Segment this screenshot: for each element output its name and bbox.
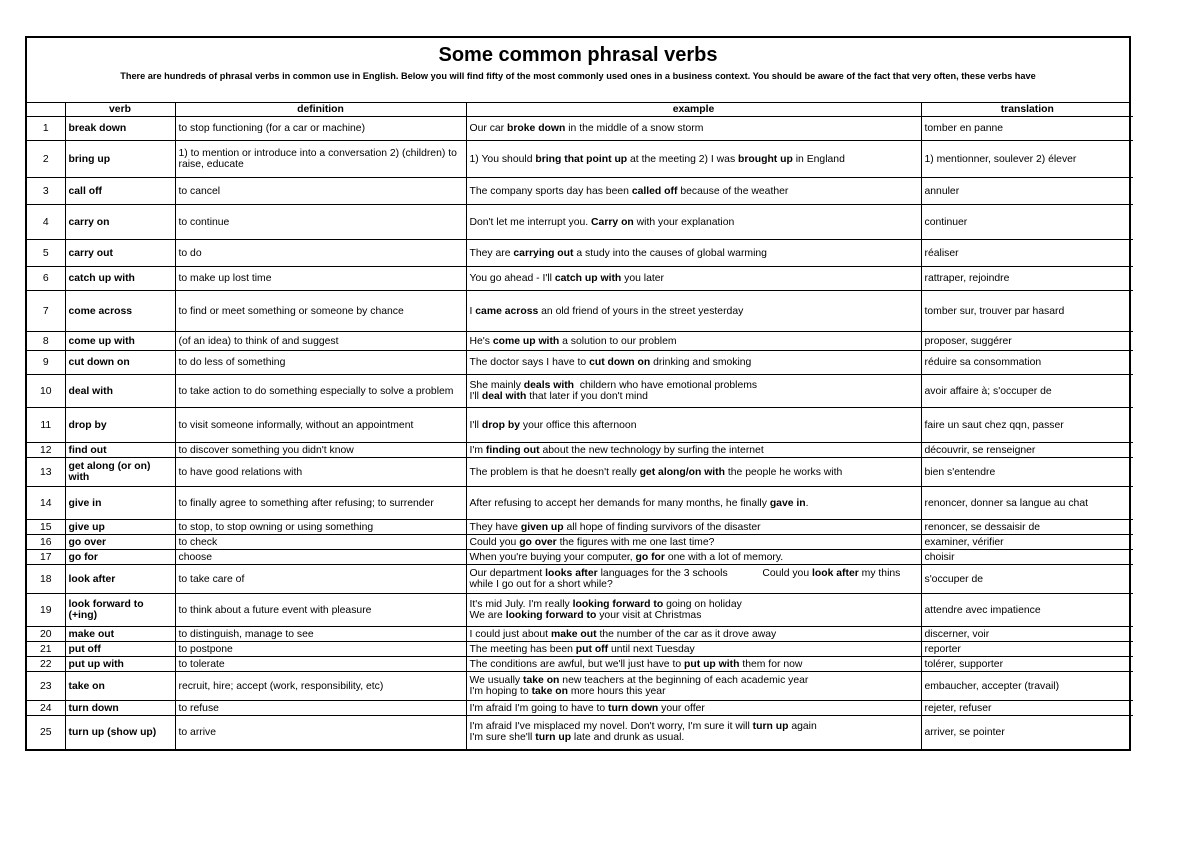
translation-cell: choisir <box>921 550 1133 565</box>
example-line: She mainly deals with childern who have emotional problems <box>469 380 758 391</box>
table-row <box>27 657 1133 672</box>
phrasal-verb: give in <box>65 487 175 520</box>
example-cell <box>466 240 921 267</box>
translation-cell: s'occuper de <box>921 565 1133 594</box>
table-row <box>27 267 1133 291</box>
row-number: 12 <box>27 443 65 458</box>
definition-cell: to discover something you didn't know <box>175 443 466 458</box>
row-number: 20 <box>27 627 65 642</box>
page-title: Some common phrasal verbs <box>438 44 718 66</box>
row-number: 13 <box>27 458 65 487</box>
example-cell <box>466 408 921 443</box>
definition-cell: to distinguish, manage to see <box>175 627 466 642</box>
translation-cell: attendre avec impatience <box>921 594 1133 627</box>
example-line: I came across an old friend of yours in the street yesterday <box>469 305 744 317</box>
row-number: 11 <box>27 408 65 443</box>
table-body <box>27 117 1133 749</box>
translation-cell: bien s'entendre <box>921 458 1133 487</box>
number-column-header <box>27 103 65 117</box>
phrasal-verb: call off <box>65 178 175 205</box>
table-row <box>27 141 1133 178</box>
phrasal-verb: turn down <box>65 701 175 716</box>
translation-cell: continuer <box>921 205 1133 240</box>
row-number: 24 <box>27 701 65 716</box>
phrasal-verb: drop by <box>65 408 175 443</box>
translation-column-header: translation <box>921 103 1133 117</box>
example-cell <box>466 701 921 716</box>
table-row <box>27 487 1133 520</box>
definition-cell: to make up lost time <box>175 267 466 291</box>
definition-cell: recruit, hire; accept (work, responsibility, etc) <box>175 672 466 701</box>
definition-cell: to check <box>175 535 466 550</box>
phrasal-verbs-table <box>27 103 1133 749</box>
example-line: I'm afraid I'm going to have to turn down your offer <box>469 702 705 714</box>
translation-cell: arriver, se pointer <box>921 716 1133 749</box>
example-line: You go ahead - I'll catch up with you later <box>469 273 665 284</box>
example-cell <box>466 594 921 627</box>
translation-cell: embaucher, accepter (travail) <box>921 672 1133 701</box>
definition-cell: to take care of <box>175 565 466 594</box>
row-number: 5 <box>27 240 65 267</box>
example-line: After refusing to accept her demands for many months, he finally gave in. <box>469 497 809 509</box>
example-cell <box>466 716 921 749</box>
translation-cell: avoir affaire à; s'occuper de <box>921 375 1133 408</box>
row-number: 16 <box>27 535 65 550</box>
example-line: I'm afraid I've misplaced my novel. Don't worry, I'm sure it will turn up again <box>469 721 817 733</box>
translation-cell: reporter <box>921 642 1133 657</box>
translation-cell: 1) mentionner, soulever 2) élever <box>921 141 1133 178</box>
phrasal-verb: cut down on <box>65 351 175 375</box>
row-number: 10 <box>27 375 65 408</box>
definition-cell: to think about a future event with pleasure <box>175 594 466 627</box>
table-row <box>27 716 1133 749</box>
example-line: I'll drop by your office this afternoon <box>469 419 637 431</box>
phrasal-verb: go over <box>65 535 175 550</box>
table-row <box>27 520 1133 535</box>
definition-cell: to take action to do something especially to solve a problem <box>175 375 466 408</box>
row-number: 9 <box>27 351 65 375</box>
example-cell <box>466 672 921 701</box>
row-number: 22 <box>27 657 65 672</box>
row-number: 25 <box>27 716 65 749</box>
table-row <box>27 205 1133 240</box>
phrasal-verb: bring up <box>65 141 175 178</box>
table-row <box>27 642 1133 657</box>
definition-cell: to do <box>175 240 466 267</box>
phrasal-verbs-sheet <box>25 36 1131 751</box>
table-row <box>27 375 1133 408</box>
row-number: 3 <box>27 178 65 205</box>
example-cell <box>466 351 921 375</box>
row-number: 4 <box>27 205 65 240</box>
definition-cell: to finally agree to something after refusing; to surrender <box>175 487 466 520</box>
phrasal-verb: come up with <box>65 332 175 351</box>
table-row <box>27 535 1133 550</box>
translation-cell: proposer, suggérer <box>921 332 1133 351</box>
table-row <box>27 627 1133 642</box>
example-cell <box>466 291 921 332</box>
example-cell <box>466 205 921 240</box>
translation-cell: renoncer, donner sa langue au chat <box>921 487 1133 520</box>
example-line: Don't let me interrupt you. Carry on with your explanation <box>469 216 735 228</box>
definition-cell: 1) to mention or introduce into a conversation 2) (children) to raise, educate <box>175 141 466 178</box>
example-cell <box>466 565 921 594</box>
phrasal-verb: go for <box>65 550 175 565</box>
example-line: The company sports day has been called off because of the weather <box>469 185 789 197</box>
phrasal-verb: catch up with <box>65 267 175 291</box>
example-line: Our car broke down in the middle of a snow storm <box>469 123 704 134</box>
definition-cell: choose <box>175 550 466 565</box>
example-cell <box>466 141 921 178</box>
definition-cell: to visit someone informally, without an appointment <box>175 408 466 443</box>
row-number: 17 <box>27 550 65 565</box>
example-cell <box>466 332 921 351</box>
example-cell <box>466 642 921 657</box>
phrasal-verb: give up <box>65 520 175 535</box>
phrasal-verb: turn up (show up) <box>65 716 175 749</box>
example-line: I could just about make out the number of the car as it drove away <box>469 628 777 640</box>
example-line: The conditions are awful, but we'll just have to put up with them for now <box>469 658 803 670</box>
example-line: The doctor says I have to cut down on drinking and smoking <box>469 357 752 368</box>
translation-cell: réaliser <box>921 240 1133 267</box>
translation-cell: rattraper, rejoindre <box>921 267 1133 291</box>
phrasal-verb: look after <box>65 565 175 594</box>
example-line: Could you go over the figures with me one last time? <box>469 536 715 548</box>
translation-cell: tolérer, supporter <box>921 657 1133 672</box>
table-row <box>27 672 1133 701</box>
row-number: 2 <box>27 141 65 178</box>
table-row <box>27 351 1133 375</box>
example-line: It's mid July. I'm really looking forward to going on holiday <box>469 599 742 610</box>
example-line: We are looking forward to your visit at Christmas <box>469 610 702 621</box>
example-line: 1) You should bring that point up at the meeting 2) I was brought up in England <box>469 153 845 165</box>
phrasal-verb: come across <box>65 291 175 332</box>
definition-cell: (of an idea) to think of and suggest <box>175 332 466 351</box>
phrasal-verb: take on <box>65 672 175 701</box>
example-line: The meeting has been put off until next Tuesday <box>469 643 695 655</box>
row-number: 1 <box>27 117 65 141</box>
verb-column-header: verb <box>65 103 175 117</box>
definition-cell: to refuse <box>175 701 466 716</box>
table-row <box>27 458 1133 487</box>
translation-cell: annuler <box>921 178 1133 205</box>
example-cell <box>466 627 921 642</box>
example-line: They have given up all hope of finding survivors of the disaster <box>469 521 761 533</box>
example-cell <box>466 458 921 487</box>
example-line: The problem is that he doesn't really get along/on with the people he works with <box>469 466 843 478</box>
definition-cell: to tolerate <box>175 657 466 672</box>
table-row <box>27 332 1133 351</box>
table-row <box>27 178 1133 205</box>
definition-cell: to arrive <box>175 716 466 749</box>
definition-cell: to stop, to stop owning or using something <box>175 520 466 535</box>
definition-cell: to postpone <box>175 642 466 657</box>
translation-cell: renoncer, se dessaisir de <box>921 520 1133 535</box>
table-row <box>27 443 1133 458</box>
translation-cell: tomber en panne <box>921 117 1133 141</box>
phrasal-verb: look forward to (+ing) <box>65 594 175 627</box>
example-line: He's come up with a solution to our problem <box>469 335 677 347</box>
definition-cell: to do less of something <box>175 351 466 375</box>
translation-cell: discerner, voir <box>921 627 1133 642</box>
example-cell <box>466 535 921 550</box>
example-line: They are carrying out a study into the causes of global warming <box>469 247 767 259</box>
phrasal-verb: break down <box>65 117 175 141</box>
intro-text: There are hundreds of phrasal verbs in common use in English. Below you will find fifty of the most commonly used ones in a business context. You should be aware of the fact that very often, these verbs have <box>120 71 1036 81</box>
definition-cell: to have good relations with <box>175 458 466 487</box>
phrasal-verb: carry out <box>65 240 175 267</box>
definition-cell: to find or meet something or someone by chance <box>175 291 466 332</box>
phrasal-verb: carry on <box>65 205 175 240</box>
row-number: 7 <box>27 291 65 332</box>
example-line: Our department looks after languages for the 3 schools Could you look after my thins while I go out for a short while? <box>469 568 904 590</box>
table-row <box>27 291 1133 332</box>
row-number: 15 <box>27 520 65 535</box>
example-line: I'm hoping to take on more hours this year <box>469 686 666 697</box>
example-cell <box>466 550 921 565</box>
example-cell <box>466 487 921 520</box>
phrasal-verb: make out <box>65 627 175 642</box>
example-line: When you're buying your computer, go for one with a lot of memory. <box>469 551 784 563</box>
example-cell <box>466 117 921 141</box>
phrasal-verb: put off <box>65 642 175 657</box>
example-cell <box>466 375 921 408</box>
row-number: 8 <box>27 332 65 351</box>
translation-cell: découvrir, se renseigner <box>921 443 1133 458</box>
phrasal-verb: find out <box>65 443 175 458</box>
phrasal-verb: get along (or on) with <box>65 458 175 487</box>
row-number: 6 <box>27 267 65 291</box>
definition-cell: to continue <box>175 205 466 240</box>
example-line: I'm sure she'll turn up late and drunk as usual. <box>469 732 685 744</box>
example-cell <box>466 520 921 535</box>
row-number: 19 <box>27 594 65 627</box>
example-cell <box>466 443 921 458</box>
table-row <box>27 594 1133 627</box>
example-line: I'll deal with that later if you don't mind <box>469 391 648 402</box>
example-column-header: example <box>466 103 921 117</box>
table-row <box>27 117 1133 141</box>
row-number: 23 <box>27 672 65 701</box>
translation-cell: tomber sur, trouver par hasard <box>921 291 1133 332</box>
translation-cell: réduire sa consommation <box>921 351 1133 375</box>
table-row <box>27 240 1133 267</box>
example-cell <box>466 267 921 291</box>
row-number: 21 <box>27 642 65 657</box>
definition-cell: to cancel <box>175 178 466 205</box>
row-number: 18 <box>27 565 65 594</box>
example-line: We usually take on new teachers at the beginning of each academic year <box>469 675 809 686</box>
example-cell <box>466 657 921 672</box>
table-row <box>27 701 1133 716</box>
row-number: 14 <box>27 487 65 520</box>
header-row <box>27 103 1133 117</box>
table-row <box>27 565 1133 594</box>
table-row <box>27 550 1133 565</box>
translation-cell: faire un saut chez qqn, passer <box>921 408 1133 443</box>
definition-cell: to stop functioning (for a car or machine) <box>175 117 466 141</box>
translation-cell: examiner, vérifier <box>921 535 1133 550</box>
title-block <box>27 38 1129 103</box>
example-cell <box>466 178 921 205</box>
phrasal-verb: put up with <box>65 657 175 672</box>
definition-column-header: definition <box>175 103 466 117</box>
phrasal-verb: deal with <box>65 375 175 408</box>
translation-cell: rejeter, refuser <box>921 701 1133 716</box>
table-row <box>27 408 1133 443</box>
example-line: I'm finding out about the new technology by surfing the internet <box>469 444 764 456</box>
